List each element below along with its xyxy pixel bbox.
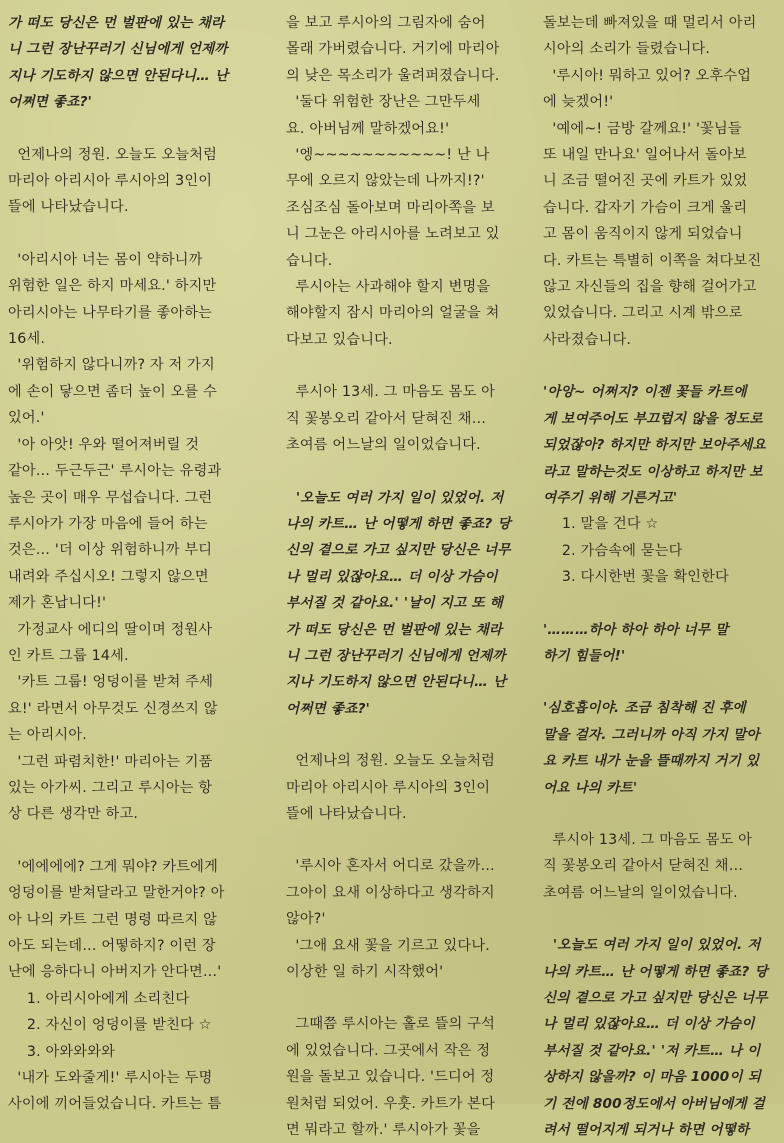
- paragraph: 돌보는데 빠져있을 때 멀리서 아리 시아의 소리가 들렸습니다.: [543, 15, 757, 58]
- paragraph: '엥~~~~~~~~~~~! 난 나 무에 오르지 않았는데 나까지!?' 조심조심 돌아보며 마리아쪽을 보 니 그눈은 아리시아를 노려보고 있 습니다.: [286, 147, 500, 269]
- paragraph: 루시아는 사과해야 할지 변명을 해야할지 잠시 마리아의 얼굴을 쳐 다보고 있습니다.: [286, 279, 500, 348]
- paragraph: '내가 도와줄게!' 루시아는 두명 사이에 끼어들었습니다. 카트는 틈: [8, 1070, 222, 1113]
- paragraph-gap: [286, 985, 524, 1011]
- paragraph-gap: [286, 459, 524, 485]
- paragraph: '에에에에? 그게 뭐야? 카트에게 엉덩이를 받쳐달라고 말한거야? 아 아 나의 카트 그런 명령 따르지 않 아도 되는데… 어떻하지? 이런 장 난에 응하다니 아버지가 안다면…': [8, 858, 225, 981]
- paragraph-gap: [543, 906, 775, 932]
- text-column-3: [543, 10, 775, 1139]
- handwritten-paragraph: 가 떠도 당신은 먼 벌판에 있는 채라 니 그런 장난꾸러기 신님에게 언제까 지나 기도하지 않으면 안된다니… 난 어쩌면 좋죠?': [8, 15, 229, 111]
- handwritten-paragraph: '오늘도 여러 가지 일이 있었어. 저 나의 카트… 난 어떻게 하면 좋죠? 당 신의 곁으로 가고 싶지만 당신은 너무 나 멀리 있잖아요… 더 이상 가슴이 부서질 것 같아요.' '저 카트… 나 이 상하지 않을까? 이 마음 1000이 되 기 전에 800정도에서 아버님에게 걸 려서 떨어지게 되거나 하면 어떻하: [543, 937, 768, 1139]
- handwritten-paragraph: '………하아 하아 하아 너무 말 하기 힘들어!': [543, 621, 729, 664]
- paragraph: '루시아! 뭐하고 있어? 오후수업 에 늦겠어!': [543, 67, 752, 111]
- handwritten-paragraph: '오늘도 여러 가지 일이 있었어. 저 나의 카트… 난 어떻게 하면 좋죠? 당 신의 곁으로 가고 싶지만 당신은 너무 나 멀리 있잖아요… 더 이상 가슴이 부서질 것 같아요.' '날이 지고 또 해 가 떠도 당신은 먼 벌판에 있는 채라 니 그런 장난꾸러기 신님에게 언제까 지나 기도하지 않으면 안된다니… 난 어쩌면 좋죠?': [286, 489, 511, 717]
- paragraph-gap: [543, 669, 775, 695]
- paragraph: '그런 파렴치한!' 마리아는 기품 있는 아가씨. 그리고 루시아는 항 상 다른 생각만 하고.: [8, 753, 213, 823]
- paragraph-gap: [8, 828, 252, 854]
- paragraph-gap: [8, 116, 252, 142]
- paragraph-gap: [543, 353, 775, 379]
- paragraph: 1. 아리시아에게 소리친다 2. 자신이 엉덩이를 받친다 ☆ 3. 아와와와와: [26, 990, 212, 1060]
- paragraph-gap: [286, 722, 524, 748]
- paragraph: '둘다 위험한 장난은 그만두세 요. 아버님께 말하겠어요!': [286, 94, 481, 137]
- paragraph: 루시아 13세. 그 마음도 몸도 아 직 꽃봉오리 같아서 닫혀진 채… 초여름 어느날의 일이었습니다.: [543, 831, 753, 901]
- text-column-1: [8, 10, 252, 1113]
- paragraph: 그때쯤 루시아는 홀로 뜰의 구석 에 있었습니다. 그곳에서 작은 정 원을 돌보고 있습니다. '드디어 정 원처럼 되었어. 우훗. 카트가 본다 면 뭐라고 할까.' 루시아가 꽃을: [286, 1016, 496, 1139]
- paragraph: '아 아앗! 우와 떨어져버릴 것 같아… 두근두근' 루시아는 유령과 높은 곳이 매우 무섭습니다. 그런 루시아가 가장 마음에 들어 하는 것은… '더 이상 위험하니까 부디 내려와 주십시오! 그렇지 않으면 제가 혼납니다!': [8, 436, 222, 612]
- paragraph: 을 보고 루시아의 그림자에 숨어 몰래 가버렸습니다. 거기에 마리아 의 낮은 목소리가 울려퍼졌습니다.: [286, 15, 500, 84]
- paragraph-gap: [543, 801, 775, 827]
- paragraph: 루시아 13세. 그 마음도 몸도 아 직 꽃봉오리 같아서 닫혀진 채… 초여름 어느날의 일이었습니다.: [286, 384, 496, 454]
- paragraph: 1. 말을 건다 ☆ 2. 가슴속에 묻는다 3. 다시한번 꽃을 확인한다: [561, 516, 729, 586]
- text-column-2: [286, 10, 524, 1139]
- paragraph-gap: [543, 591, 775, 617]
- handwritten-paragraph: '아앙~ 어쩌지? 이젠 꽃들 카트에 게 보여주어도 부끄럽지 않을 정도로 되었잖아? 하지만 하지만 보아주세요 라고 말하는것도 이상하고 하지만 보 여주기 위해 기른거고': [543, 384, 766, 506]
- paragraph-gap: [286, 827, 524, 853]
- paragraph: '아리시아 너는 몸이 약하니까 위험한 일은 하지 마세요.' 하지만 아리시아는 나무타기를 좋아하는 16세.: [8, 251, 217, 348]
- paragraph: '예에~! 금방 갈께요!' '꽃님들 또 내일 만나요' 일어나서 돌아보 니 조금 떨어진 곳에 카트가 있었 습니다. 갑자기 가슴이 크게 울리 고 몸이 움직이지 않게 되었습니 다. 카트는 특별히 이쪽을 쳐다보진 않고 자신들의 집을 향해 걸어가고 있었습니다. 그리고 시계 밖으로 사라졌습니다.: [543, 120, 762, 348]
- paragraph: '카트 그룹! 엉덩이를 받쳐 주세 요!' 라면서 아무것도 신경쓰지 않 는 아리시아.: [8, 674, 218, 744]
- paragraph-gap: [8, 221, 252, 247]
- paragraph: 언제나의 정원. 오늘도 오늘처럼 마리아 아리시아 루시아의 3인이 뜰에 나타났습니다.: [8, 146, 218, 216]
- paragraph: '루시아 혼자서 어디로 갔을까… 그아이 요새 이상하다고 생각하지 않아?': [286, 858, 495, 928]
- paragraph: 언제나의 정원. 오늘도 오늘처럼 마리아 아리시아 루시아의 3인이 뜰에 나타났습니다.: [286, 753, 496, 822]
- handwritten-paragraph: '심호흡이야. 조금 침착해 진 후에 말을 걸자. 그러니까 아직 가지 말아 요 카트 내가 눈을 뜰때까지 거기 있 어요 나의 카트': [543, 700, 760, 796]
- paragraph-gap: [286, 353, 524, 379]
- paragraph: 가정교사 에디의 딸이며 정원사 인 카트 그룹 14세.: [8, 621, 213, 664]
- paragraph: '그애 요새 꽃을 기르고 있다나. 이상한 일 하기 시작했어': [286, 937, 490, 980]
- paragraph: '위험하지 않다니까? 자 저 가지 에 손이 닿으면 좀더 높이 오를 수 있어.': [8, 357, 218, 427]
